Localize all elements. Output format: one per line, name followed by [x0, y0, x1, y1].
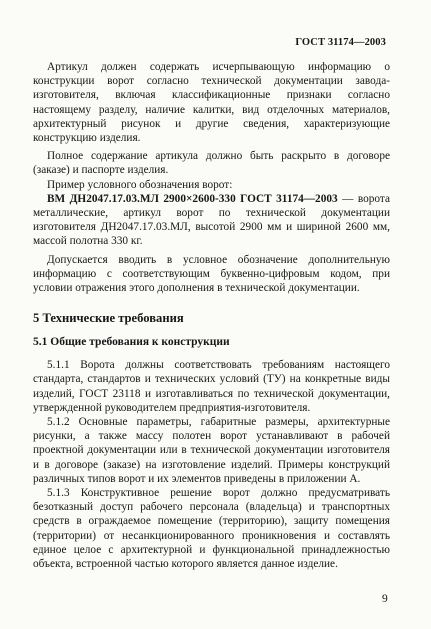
designation-example-code: ВМ ДН2047.17.03.МЛ 2900×2600-330 ГОСТ 31174—2003: [47, 192, 338, 205]
designation-example-description: — ворота металлические, артикул ворот по технической документации изготовителя ДН2047.17.03.МЛ, высотой 2900 мм и шириной 2600 мм, массой полотна 330 кг.: [33, 192, 390, 248]
page-number: 9: [382, 593, 388, 605]
document-code-header: ГОСТ 31174—2003: [295, 37, 386, 48]
clause-5-1-2: 5.1.2 Основные параметры, габаритные размеры, архитектурные рисунки, а также массу полотен ворот устанавливают в рабочей проектной документации или в технической документации изготовителя и в договоре (заказе) на изготовление изделий. Примеры конструкций различных типов ворот и их элементов приведены в приложении А.: [33, 416, 390, 485]
clause-5-1-1: 5.1.1 Ворота должны соответствовать требованиям настоящего стандарта, стандартов и технических условий (ТУ) на конкретные виды изделий, ГОСТ 23118 и изготавливаться по технической документации, утвержденной руководителем предприятия-изготовителя.: [33, 359, 390, 414]
paragraph-article-content: Артикул должен содержать исчерпывающую информацию о конструкции ворот согласно технической документации завода-изготовителя, включая классификационные признаки согласно настоящему разделу, наличие калитки, вид отделочных материалов, архитектурный рисунок и другие сведения, характеризующие конструкцию изделия.: [33, 61, 390, 145]
paragraph-additional-info: Допускается вводить в условное обозначение дополнительную информацию с соответствующим буквенно-цифровым кодом, при условии отражения этого дополнения в технической документации.: [33, 253, 390, 295]
subsection-heading: 5.1 Общие требования к конструкции: [33, 336, 230, 349]
section-heading: 5 Технические требования: [33, 311, 184, 326]
paragraph-designation-example-intro: Пример условного обозначения ворот:: [47, 178, 233, 191]
document-body: [33, 60, 390, 571]
clause-5-1-3: 5.1.3 Конструктивное решение ворот должно предусматривать безотказный доступ рабочего персонала (владельца) и транспортных средств в ограждаемое помещение (территорию), защиту помещения (территории) от несанкционированного проникновения и составлять единое целое с архитектурной и функциональной принадлежностью объекта, встроенной частью которого является данное изделие.: [33, 487, 390, 571]
paragraph-article-disclosure: Полное содержание артикула должно быть раскрыто в договоре (заказе) и паспорте изделия.: [33, 150, 390, 177]
paragraph-designation-example: [33, 192, 390, 249]
